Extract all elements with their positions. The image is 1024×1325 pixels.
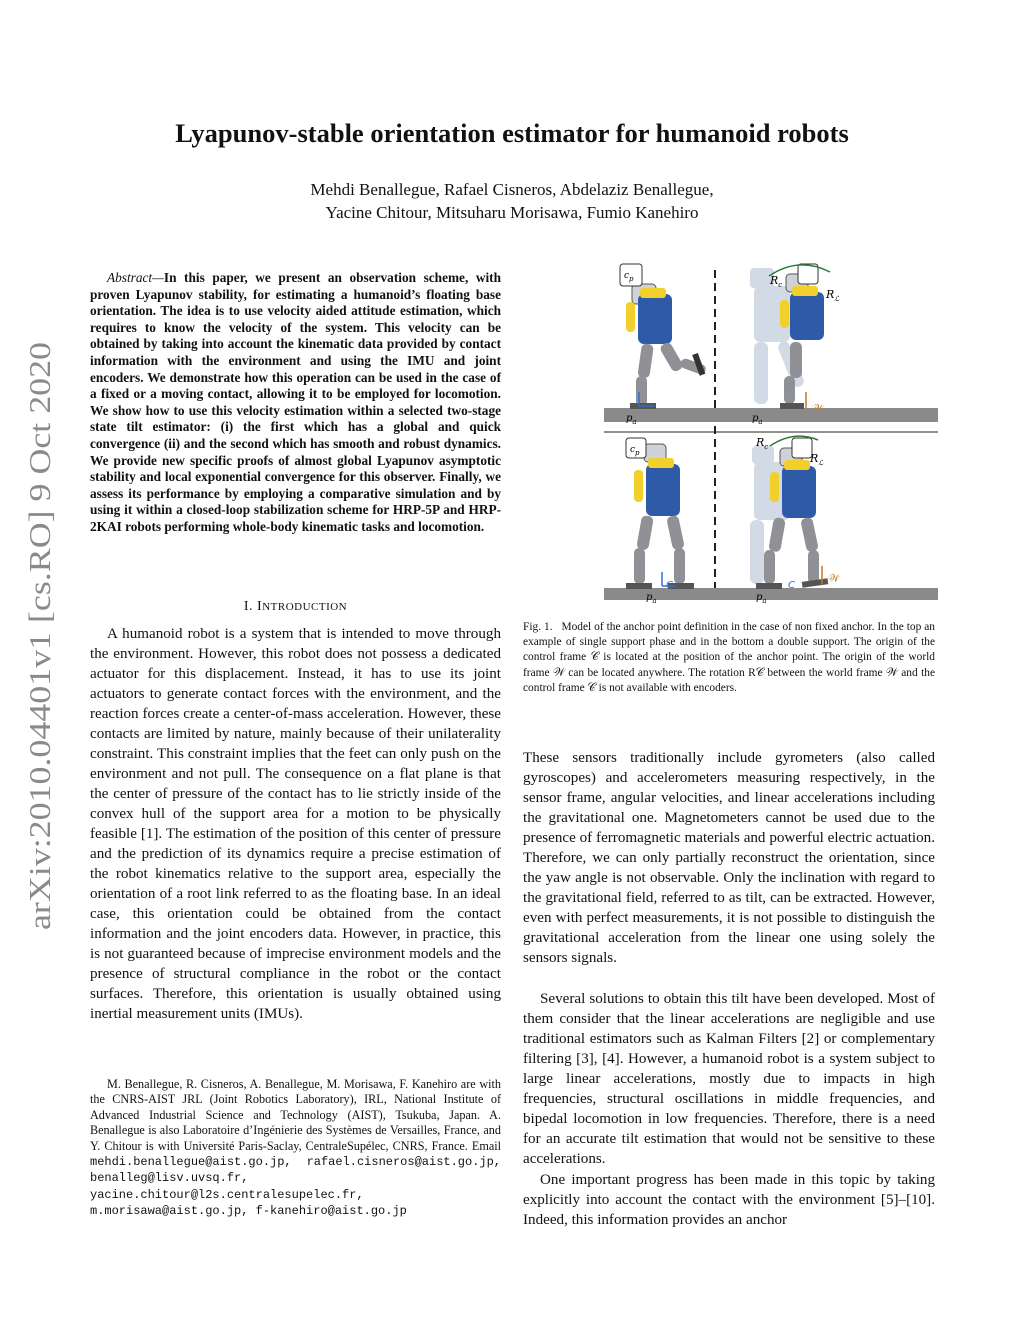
ground-top bbox=[604, 408, 938, 422]
body bbox=[638, 294, 672, 344]
caption-label: Fig. 1. bbox=[523, 621, 553, 633]
abstract-text: In this paper, we present an observation scheme, with proven Lyapunov stability, for estimating a humanoid’s floating base orientation. The idea is to use velocity aided attitude estimation, which requires to know the velocity of the system. This velocity can be obtained by taking into account the kinematic data provided by contact information with the environment and using the IMU and joint encoders. We demonstrate how this operation can be used in the case of a fixed or a moving contact, allowing it to be employed for locomotion. We show how to use this velocity estimation within a selected two-stage state tilt estimator: (i) the first which has a global and quick convergence (ii) and the second which has smooth and robust dynamics. We provide new specific proofs of almost global Lyapunov asymptotic stability and local exponential convergence for this observer. Finally, we assess its performance by employing a comparative simulation and by using it within a closed-loop stabilization scheme for HRP-5P and HRP-2KAI robots performing whole-body kinematic tasks and locomotion. bbox=[90, 270, 501, 534]
section-title-first: I bbox=[257, 599, 263, 614]
shoulder bbox=[648, 458, 674, 468]
shin bbox=[784, 376, 795, 404]
arm bbox=[770, 472, 779, 502]
footnote-text: M. Benallegue, R. Cisneros, A. Benallegue, M. Morisawa, F. Kanehiro are with the CNRS-AIST JRL (Joint Robotics Laboratory), IRL, National Institute of Advanced Industrial Science and Technology (AIST), Tsukuba, Japan. A. Benallegue is also Laboratoire d’Ingénierie des Systèmes de Versailles, France, and Y. Chitour is with Université Paris-Saclay, CentraleSupélec, CNRS, France. Email bbox=[90, 1077, 501, 1153]
left-thigh bbox=[768, 517, 786, 553]
left-shin bbox=[634, 548, 645, 584]
author-line-2: Yacine Chitour, Mitsuharu Morisawa, Fumio Kanehiro bbox=[325, 203, 699, 222]
body bbox=[782, 466, 816, 518]
label-c-bottom-left: C bbox=[666, 580, 673, 591]
ghost-leg bbox=[754, 342, 768, 404]
thigh bbox=[790, 342, 802, 378]
shoulder bbox=[792, 286, 818, 296]
right-paragraph-progress: One important progress has been made in this topic by taking explicitly into account the contact with the environment [5]–[10]. Indeed, this information provides an anchor bbox=[523, 1172, 935, 1228]
label-rc-bottom-right: $R_c$ bbox=[756, 436, 769, 451]
ghost-leg bbox=[750, 520, 764, 584]
label-rc-top-right: $R_c$ bbox=[770, 274, 783, 289]
robot-bottom-left bbox=[626, 438, 694, 589]
arxiv-identifier-stamp bbox=[16, 340, 60, 940]
left-foot bbox=[626, 583, 652, 589]
label-cp-top-left: $c_p$ bbox=[624, 271, 634, 283]
label-w-bottom-right: 𝒲 bbox=[828, 572, 840, 585]
label-rl-bottom-right: $R_ℒ$ bbox=[810, 452, 824, 467]
left-shin bbox=[764, 550, 775, 584]
body bbox=[646, 464, 680, 516]
label-cp-bottom-left: $c_p$ bbox=[630, 445, 640, 457]
rear-leg bbox=[659, 341, 684, 373]
intro-paragraph: A humanoid robot is a system that is intended to move through the environment. However, this robot does not possess a dedicated actuator for this displacement. Instead, it has to use its joint actuators to generate contact forces with the environment, and the reaction forces create a center-of-mass acceleration. However, these contacts are limited by nature, mainly because of their unilaterality constraint. This constraint implies that the feet can only push on the environment and not pull. The consequence on a flat plane is that the center of pressure of the contact has to lie strictly inside of the convex hull of the support area for a motion to be physically feasible [1]. The estimation of the position of this center of pressure and the prediction of its dynamics require a precise estimation of the robot kinematics relative to the support area, especially the orientation of a root link referred to as the floating base. In an ideal case, this orientation could be obtained from the contact information and the joint encoders data. However, in practice, this is not guaranteed because of imprecise environment models and the presence of structural compliance in the robot or the contact surfaces. Therefore, this orientation is usually obtained using inertial measurement units (IMUs). bbox=[90, 626, 501, 1022]
author-list bbox=[0, 178, 1024, 224]
figure-1-robot-diagram bbox=[604, 258, 938, 606]
section-title-rest: NTRODUCTION bbox=[262, 601, 348, 613]
shoulder bbox=[784, 460, 810, 470]
shin bbox=[636, 376, 647, 406]
author-affiliation-footnote bbox=[90, 1077, 501, 1220]
left-foot bbox=[756, 583, 782, 589]
abstract-label: Abstract bbox=[107, 270, 153, 285]
label-c-bottom-right: C bbox=[788, 580, 795, 591]
arm bbox=[780, 300, 789, 328]
right-paragraph-solutions: Several solutions to obtain this tilt have been developed. Most of them consider that the linear accelerations are negligible and use traditional estimators such as Kalman Filters [2] or complementary filtering [3], [4]. However, a humanoid robot is a system subject to large linear accelerations, mostly due to impacts in high frequencies, structural oscillations in middle frequencies, and bipedal locomotion in low frequencies. Therefore, there is a need for an accurate tilt estimation that would not be sensitive to these accelerations. bbox=[523, 991, 935, 1167]
right-shin bbox=[808, 550, 819, 584]
arm bbox=[634, 470, 643, 502]
label-pa-bottom-right: $p_a$ bbox=[756, 592, 767, 605]
thigh bbox=[637, 343, 654, 378]
arm bbox=[626, 302, 635, 332]
right-thigh bbox=[800, 517, 819, 553]
label-w-top-right: 𝒲 bbox=[812, 402, 824, 415]
foot bbox=[780, 403, 804, 409]
right-paragraph-sensors: These sensors traditionally include gyrometers (also called gyroscopes) and accelerometers measuring respectively, in the sensor frame, angular velocities, and linear accelerations including the gravitational one. Magnetometers cannot be used due to the presence of ferromagnetic materials and powerful electric actuation. Therefore, we can only partially reconstruct the orientation, since the yaw angle is not observable. Only the inclination with regard to the gravitational field, referred to as tilt, can be extracted. However, even with perfect measurements, it is not possible to distinguish the gravitational acceleration from the linear one using solely the sensors signals. bbox=[523, 750, 935, 966]
section-heading-introduction bbox=[90, 599, 501, 615]
robot-top-left bbox=[620, 264, 707, 409]
left-thigh bbox=[636, 515, 654, 551]
section-number: I. bbox=[243, 599, 254, 614]
imu-box bbox=[792, 438, 812, 458]
author-line-1: Mehdi Benallegue, Rafael Cisneros, Abdelaziz Benallegue, bbox=[310, 180, 714, 199]
footnote-emails: mehdi.benallegue@aist.go.jp, rafael.cisneros@aist.go.jp, benalleg@lisv.uvsq.fr, yacine.chitour@l2s.centralesupelec.fr, m.morisawa@aist.go.jp, f-kanehiro@aist.go.jp bbox=[90, 1155, 501, 1219]
label-pa-top-left: $p_a$ bbox=[626, 413, 637, 426]
arxiv-identifier: arXiv:2010.04401v1 [cs.RO] 9 Oct 2020 bbox=[23, 430, 57, 930]
paper-title: Lyapunov-stable orientation estimator for humanoid robots bbox=[175, 118, 849, 148]
caption-text: Model of the anchor point definition in the case of non fixed anchor. In the top an example of single support phase and in the bottom a double support. The origin of the control frame 𝒞 is located at the position of the anchor point. The origin of the world frame 𝒲 can be located anywhere. The rotation R𝒞 between the world frame 𝒲 and the control frame 𝒞 is not available with encoders. bbox=[523, 621, 936, 694]
label-rl-top-right: $R_ℒ$ bbox=[826, 288, 840, 303]
shoulder bbox=[640, 288, 666, 298]
right-thigh bbox=[666, 515, 685, 551]
figure-1-caption bbox=[523, 620, 935, 696]
body bbox=[790, 292, 824, 340]
abstract: Abstract—In this paper, we present an observation scheme, with proven Lyapunov stability, for estimating a humanoid’s floating base orientation. The idea is to use velocity aided attitude estimation, which requires to know the velocity of the system. This velocity can be obtained by taking into account the kinematic data provided by contact information with the environment and using the IMU and joint encoders. We demonstrate how this operation can be used in the case of a fixed or a moving contact, allowing it to be employed for locomotion. We show how to use this velocity estimation within a selected two-stage state tilt estimator: (i) the first which has a global and quick convergence (ii) and the second which has smooth and robust dynamics. We provide new specific proofs of almost global Lyapunov asymptotic stability and local exponential convergence for this observer. Finally, we assess its performance by employing a comparative simulation and by using it within a closed-loop stabilization scheme for HRP-5P and HRP-2KAI robots performing whole-body kinematic tasks and locomotion. bbox=[90, 270, 501, 534]
label-pa-top-right: $p_a$ bbox=[752, 413, 763, 426]
right-shin bbox=[674, 548, 685, 584]
label-pa-bottom-left: $p_a$ bbox=[646, 592, 657, 605]
